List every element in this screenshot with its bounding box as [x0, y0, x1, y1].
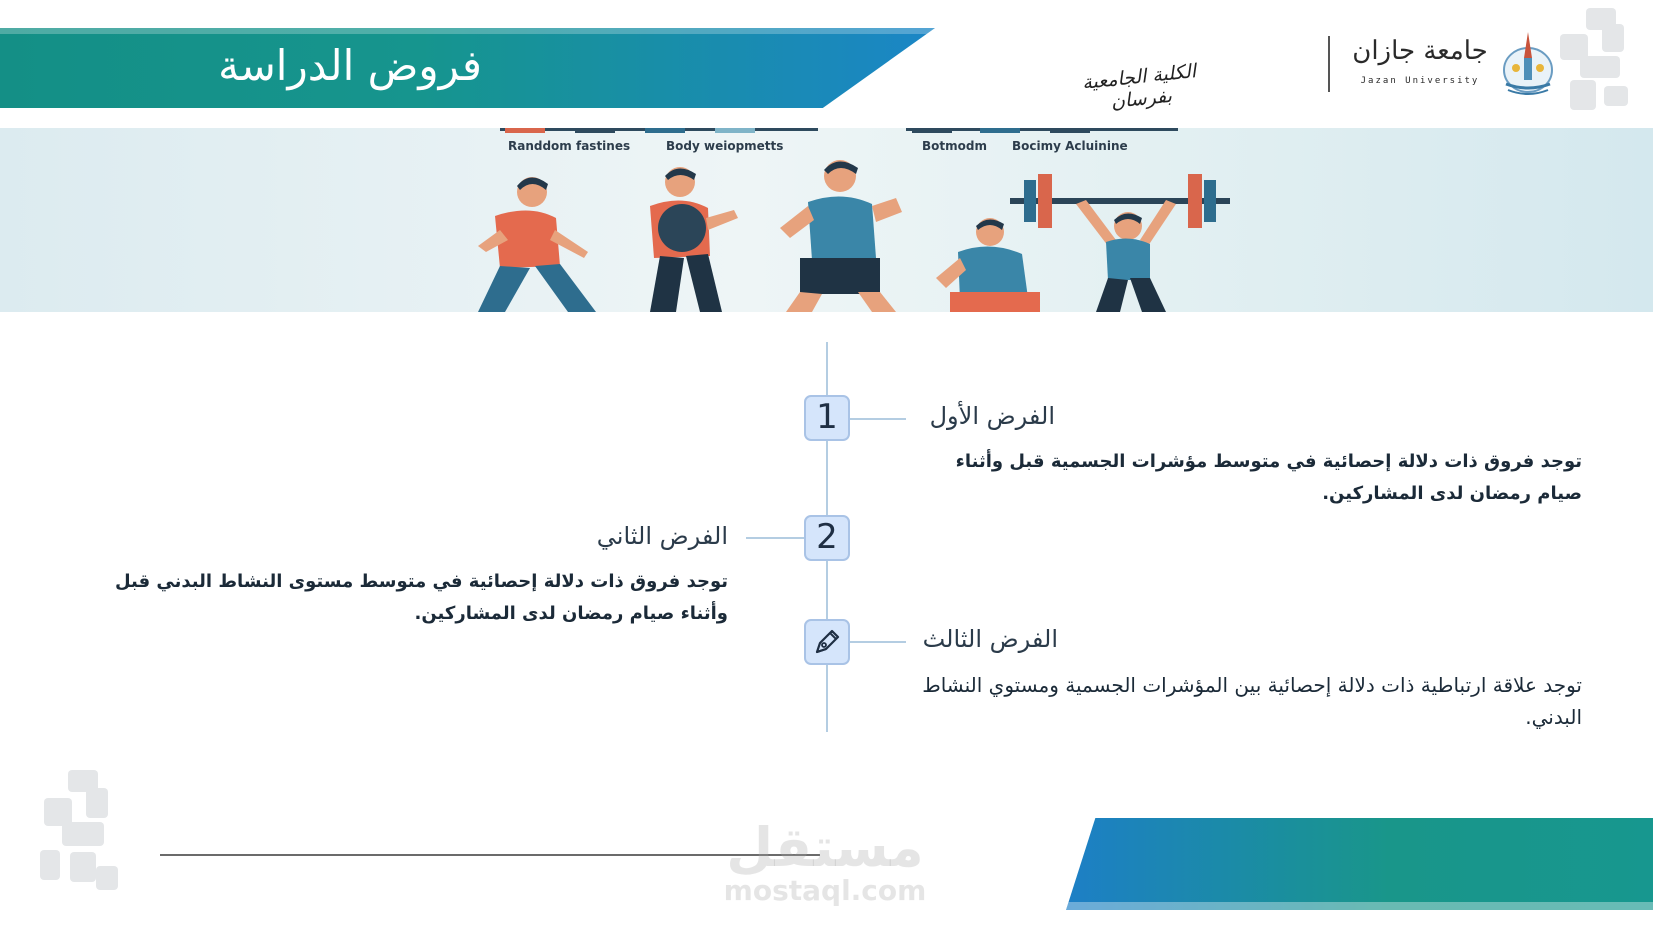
- hypothesis-1-text: توجد فروق ذات دلالة إحصائية في متوسط مؤشرات الجسمية قبل وأثناء صيام رمضان لدى المشاركين.: [955, 451, 1582, 504]
- hypothesis-1-title: الفرض الأول: [929, 402, 1055, 430]
- university-name-ar: جامعة جازان: [1352, 36, 1488, 66]
- watermark-logo-en: mostaql.com: [723, 874, 927, 907]
- corner-puzzle-decor-bottom: [40, 770, 130, 900]
- banner-chart-fragment-left: [500, 128, 818, 133]
- medicine-ball-figure: [650, 167, 738, 312]
- banner-label: Bocimy Acluinine: [1012, 139, 1128, 153]
- banner-label: Botmodm: [922, 139, 987, 153]
- banner-chart-fragment-right: [906, 128, 1178, 133]
- hypothesis-2-title: الفرض الثاني: [596, 522, 728, 550]
- university-name-en: Jazan University: [1360, 76, 1480, 86]
- watermark-logo-ar: مستقل: [726, 816, 924, 879]
- sitting-figure: [936, 218, 1040, 312]
- hypothesis-3-text: توجد علاقة ارتباطية ذات دلالة إحصائية بين المؤشرات الجسمية ومستوي النشاط البدني.: [922, 673, 1582, 729]
- hypothesis-3-badge: [804, 619, 850, 665]
- pen-icon: [806, 621, 848, 663]
- hypothesis-1-badge: 1: [804, 395, 850, 441]
- college-name: الكلية الجامعية بفرسان: [1081, 60, 1197, 114]
- hypothesis-2-connector: [746, 537, 804, 539]
- logo-divider: [1328, 36, 1330, 92]
- hypothesis-3-connector: [850, 641, 906, 643]
- hypothesis-2-text: توجد فروق ذات دلالة إحصائية في متوسط مستوى النشاط البدني قبل وأثناء صيام رمضان لدى المشاركين.: [114, 571, 728, 624]
- hypothesis-3-title: الفرض الثالث: [922, 625, 1058, 653]
- university-emblem-icon: [1498, 28, 1558, 98]
- flexing-figure: [780, 160, 902, 312]
- page-title: فروض الدراسة: [218, 41, 482, 90]
- hypothesis-1-connector: [850, 418, 906, 420]
- hypothesis-2-badge: 2: [804, 515, 850, 561]
- banner-label: Randdom fastines: [508, 139, 631, 153]
- runner-figure: [478, 177, 596, 312]
- footer-band: [1066, 818, 1653, 910]
- corner-puzzle-decor-top: [1560, 8, 1645, 113]
- fitness-banner: [0, 128, 1653, 312]
- banner-label: Body weiopmetts: [666, 139, 784, 153]
- barbell-figure: [1010, 174, 1230, 312]
